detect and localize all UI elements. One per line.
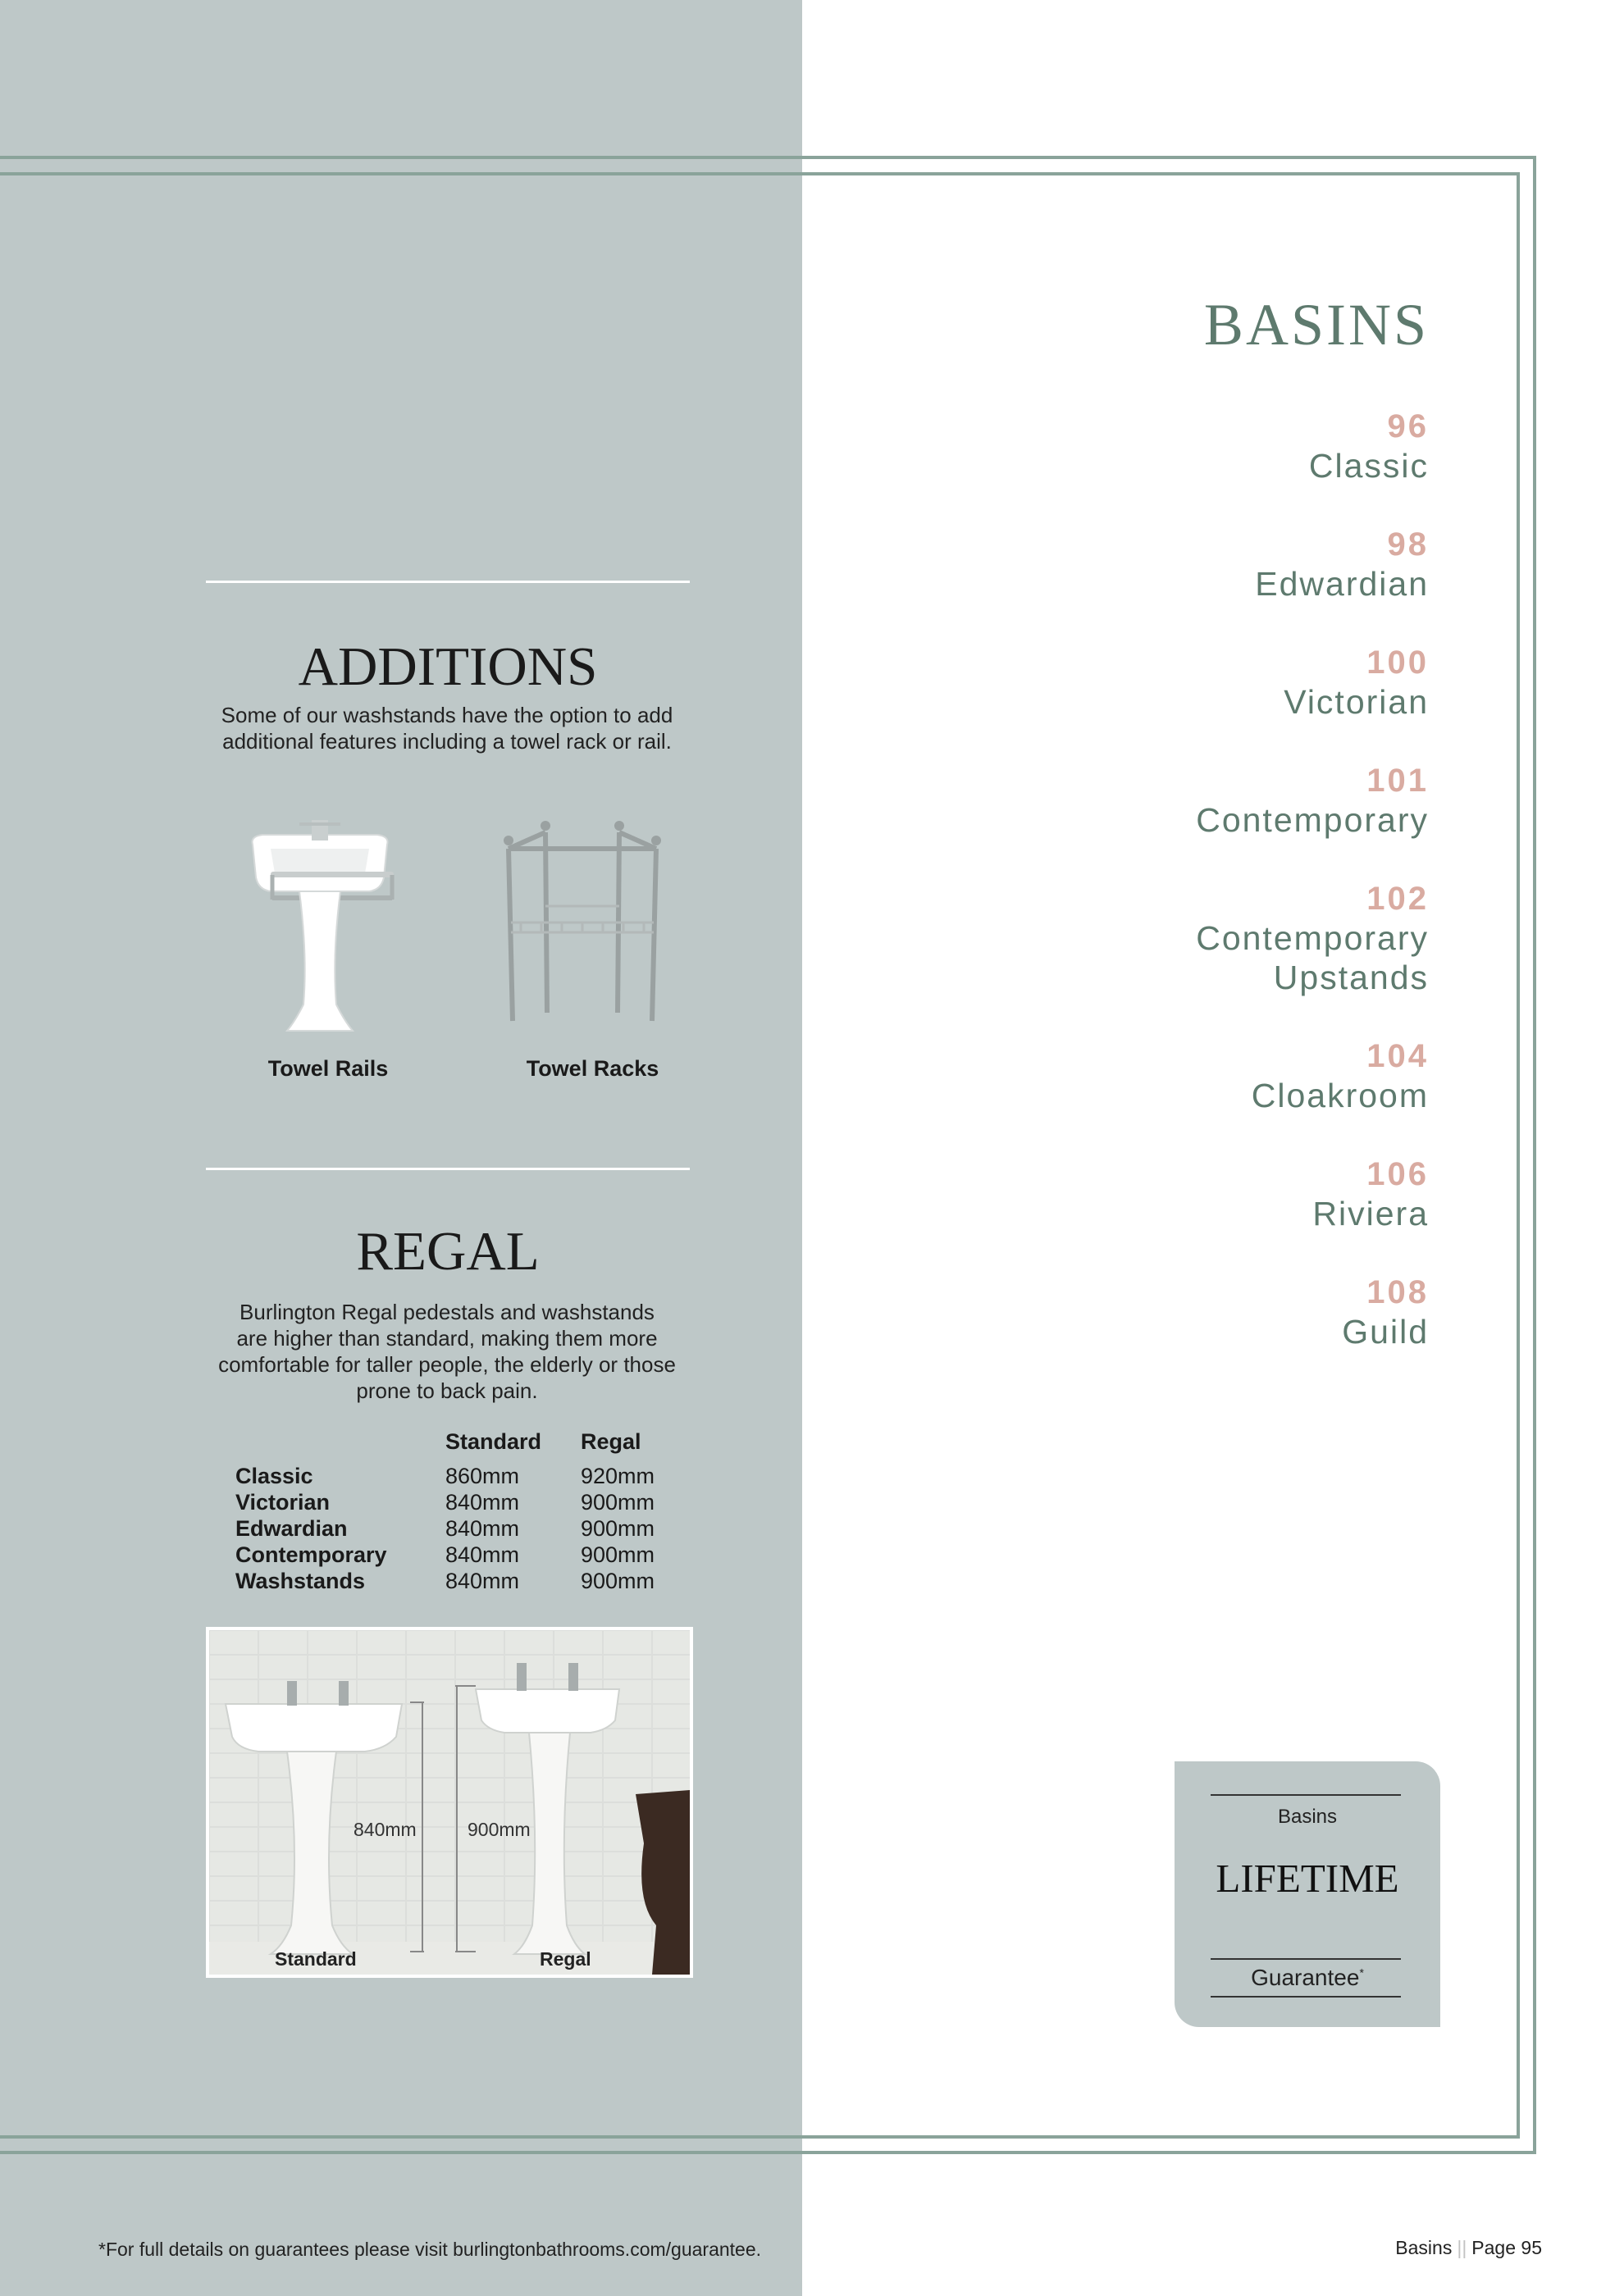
- badge-rule: [1211, 1996, 1401, 1998]
- contents-item-victorian[interactable]: [937, 643, 1429, 722]
- page-footer: [1395, 2237, 1542, 2259]
- contents-item-edwardian[interactable]: [937, 525, 1429, 604]
- contents-page-number: 102: [1366, 881, 1429, 917]
- regal-text-line: prone to back pain.: [356, 1378, 538, 1403]
- comparison-photo-illustration: [209, 1630, 690, 1975]
- lifetime-guarantee-badge: [1175, 1761, 1440, 2027]
- contents-label: Contemporary: [1196, 919, 1429, 957]
- contents-label: Victorian: [1284, 683, 1429, 721]
- contents-page-number: 106: [1366, 1156, 1429, 1192]
- row-name: Washstands: [235, 1569, 366, 1593]
- standard-height-label: 840mm: [354, 1819, 417, 1840]
- contents-page-number: 100: [1366, 645, 1429, 681]
- contents-item-contemporary[interactable]: [937, 761, 1429, 840]
- regal-text-line: comfortable for taller people, the elderly or those: [218, 1352, 676, 1377]
- table-row: [235, 1489, 728, 1515]
- footer-separator: ||: [1457, 2237, 1467, 2258]
- towel-rack-washstand-image: [496, 816, 668, 1037]
- contents-page-number: 104: [1366, 1038, 1429, 1074]
- contents-item-classic[interactable]: [937, 407, 1429, 485]
- table-row: [235, 1568, 728, 1594]
- badge-footnote-mark: *: [1359, 1966, 1364, 1979]
- additions-text-line: Some of our washstands have the option to add: [221, 703, 673, 727]
- additions-divider: [206, 581, 690, 583]
- contents-item-guild[interactable]: [937, 1273, 1429, 1351]
- table-row: [235, 1463, 728, 1489]
- page-number: Page 95: [1471, 2237, 1542, 2258]
- contents-item-cloakroom[interactable]: [937, 1036, 1429, 1115]
- badge-rule: [1211, 1958, 1401, 1960]
- standard-photo-caption: Standard: [275, 1948, 357, 1970]
- row-standard: 840mm: [445, 1516, 520, 1541]
- regal-text-line: are higher than standard, making them more: [236, 1326, 658, 1351]
- row-regal: 920mm: [581, 1464, 655, 1488]
- contents-page-number: 98: [1387, 526, 1429, 563]
- row-name: Classic: [235, 1464, 313, 1488]
- contents-label: Riviera: [1312, 1195, 1429, 1232]
- regal-comparison-photo: [206, 1627, 693, 1978]
- table-header-regal: Regal: [581, 1429, 641, 1454]
- row-standard: 840mm: [445, 1542, 520, 1567]
- footer-section: Basins: [1395, 2237, 1453, 2258]
- additions-description: [164, 702, 730, 754]
- contents-label-line2: Upstands: [1273, 959, 1429, 996]
- contents-label: Cloakroom: [1251, 1077, 1429, 1114]
- row-regal: 900mm: [581, 1490, 655, 1515]
- badge-subtitle-text: Guarantee: [1251, 1965, 1360, 1990]
- section-title: BASINS: [1203, 292, 1429, 358]
- guarantee-footnote: *For full details on guarantees please visit burlingtonbathrooms.com/guarantee.: [98, 2239, 762, 2260]
- table-row: [235, 1542, 728, 1568]
- regal-photo-caption: Regal: [540, 1948, 591, 1970]
- row-standard: 840mm: [445, 1569, 520, 1593]
- contents-label: Classic: [1308, 447, 1429, 485]
- towel-rails-label: Towel Rails: [267, 1056, 389, 1081]
- table-row: [235, 1515, 728, 1542]
- row-standard: 860mm: [445, 1464, 520, 1488]
- badge-rule: [1211, 1794, 1401, 1796]
- row-regal: 900mm: [581, 1516, 655, 1541]
- contents-page-number: 101: [1366, 763, 1429, 799]
- badge-title: LIFETIME: [1216, 1856, 1399, 1901]
- row-regal: 900mm: [581, 1569, 655, 1593]
- contents-item-contemporary-upstands[interactable]: [937, 879, 1429, 997]
- regal-text-line: Burlington Regal pedestals and washstands: [239, 1300, 655, 1324]
- table-header-standard: Standard: [445, 1429, 542, 1454]
- towel-rail-basin-image: [238, 808, 402, 1041]
- row-name: Contemporary: [235, 1542, 387, 1567]
- regal-height-label: 900mm: [468, 1819, 531, 1840]
- contents-label: Edwardian: [1255, 565, 1429, 603]
- contents-item-riviera[interactable]: [937, 1155, 1429, 1233]
- contents-label: Guild: [1342, 1313, 1429, 1351]
- contents-label: Contemporary: [1196, 801, 1429, 839]
- badge-category: Basins: [1277, 1806, 1338, 1828]
- regal-divider: [206, 1168, 690, 1170]
- contents-page-number: 96: [1387, 408, 1429, 444]
- row-standard: 840mm: [445, 1490, 520, 1515]
- towel-racks-label: Towel Racks: [526, 1056, 659, 1081]
- contents-page-number: 108: [1366, 1274, 1429, 1310]
- regal-description: [164, 1299, 730, 1404]
- regal-title: REGAL: [356, 1221, 540, 1282]
- badge-subtitle: [1175, 1965, 1440, 1991]
- additions-text-line: additional features including a towel rack or rail.: [222, 729, 672, 754]
- row-name: Victorian: [235, 1490, 331, 1515]
- row-regal: 900mm: [581, 1542, 655, 1567]
- row-name: Edwardian: [235, 1516, 348, 1541]
- additions-title: ADDITIONS: [298, 636, 598, 697]
